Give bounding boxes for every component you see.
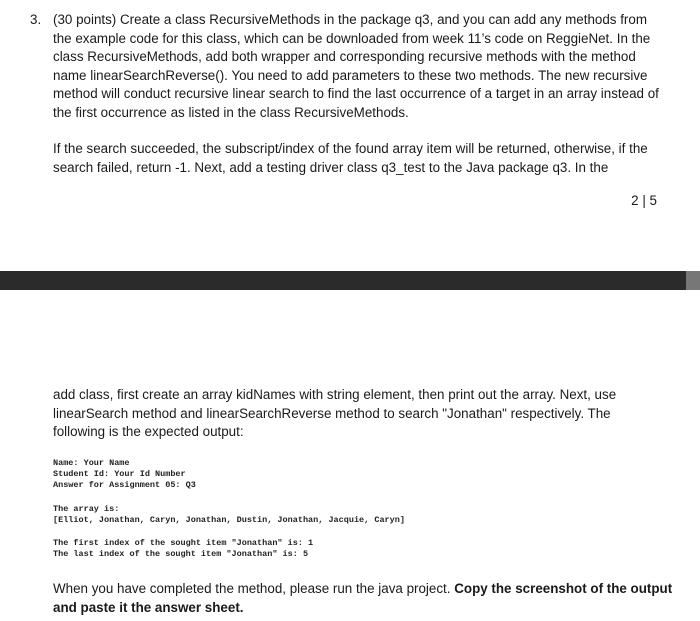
question-paragraph-2: If the search succeeded, the subscript/index of the found array item will be returned, otherwise, if the search failed, return -1. Next, add a testing driver class q3_test to the Java package q3. In the <box>53 141 648 175</box>
page-number: 2 | 5 <box>631 193 657 208</box>
final-instruction-bold: Copy the screenshot of the output and paste it the answer sheet. <box>53 581 673 615</box>
question-paragraph-3: add class, first create an array kidNames with string element, then print out the array. Next, use linearSearch method and linearSearchReverse method to search "Jonathan" respectively. The following is the expected output: <box>53 387 617 440</box>
page-separator <box>0 271 700 290</box>
page-lower <box>0 290 700 621</box>
final-instruction-text: When you have completed the method, please run the java project. <box>53 581 455 596</box>
expected-output-indexes: The first index of the sought item "Jonathan" is: 1 The last index of the sought item "Jonathan" is: 5 <box>53 538 314 560</box>
question-number: 3. <box>30 12 42 27</box>
final-instruction <box>53 580 673 617</box>
question-paragraph-1: (30 points) Create a class RecursiveMethods in the package q3, and you can add any methods from the example code for this class, which can be downloaded from week 11’s code on ReggieNet. In the class RecursiveMethods, add both wrapper and corresponding recursive methods with the method name linearSearchReverse(). You need to add parameters to these two methods. The new recursive method will conduct recursive linear search to find the last occurrence of a target in an array instead of the first occurrence as listed in the class RecursiveMethods. <box>53 12 659 120</box>
expected-output-array: The array is: [Elliot, Jonathan, Caryn, Jonathan, Dustin, Jonathan, Jacquie, Caryn] <box>53 504 405 526</box>
expected-output-header: Name: Your Name Student Id: Your Id Number Answer for Assignment 05: Q3 <box>53 458 196 491</box>
